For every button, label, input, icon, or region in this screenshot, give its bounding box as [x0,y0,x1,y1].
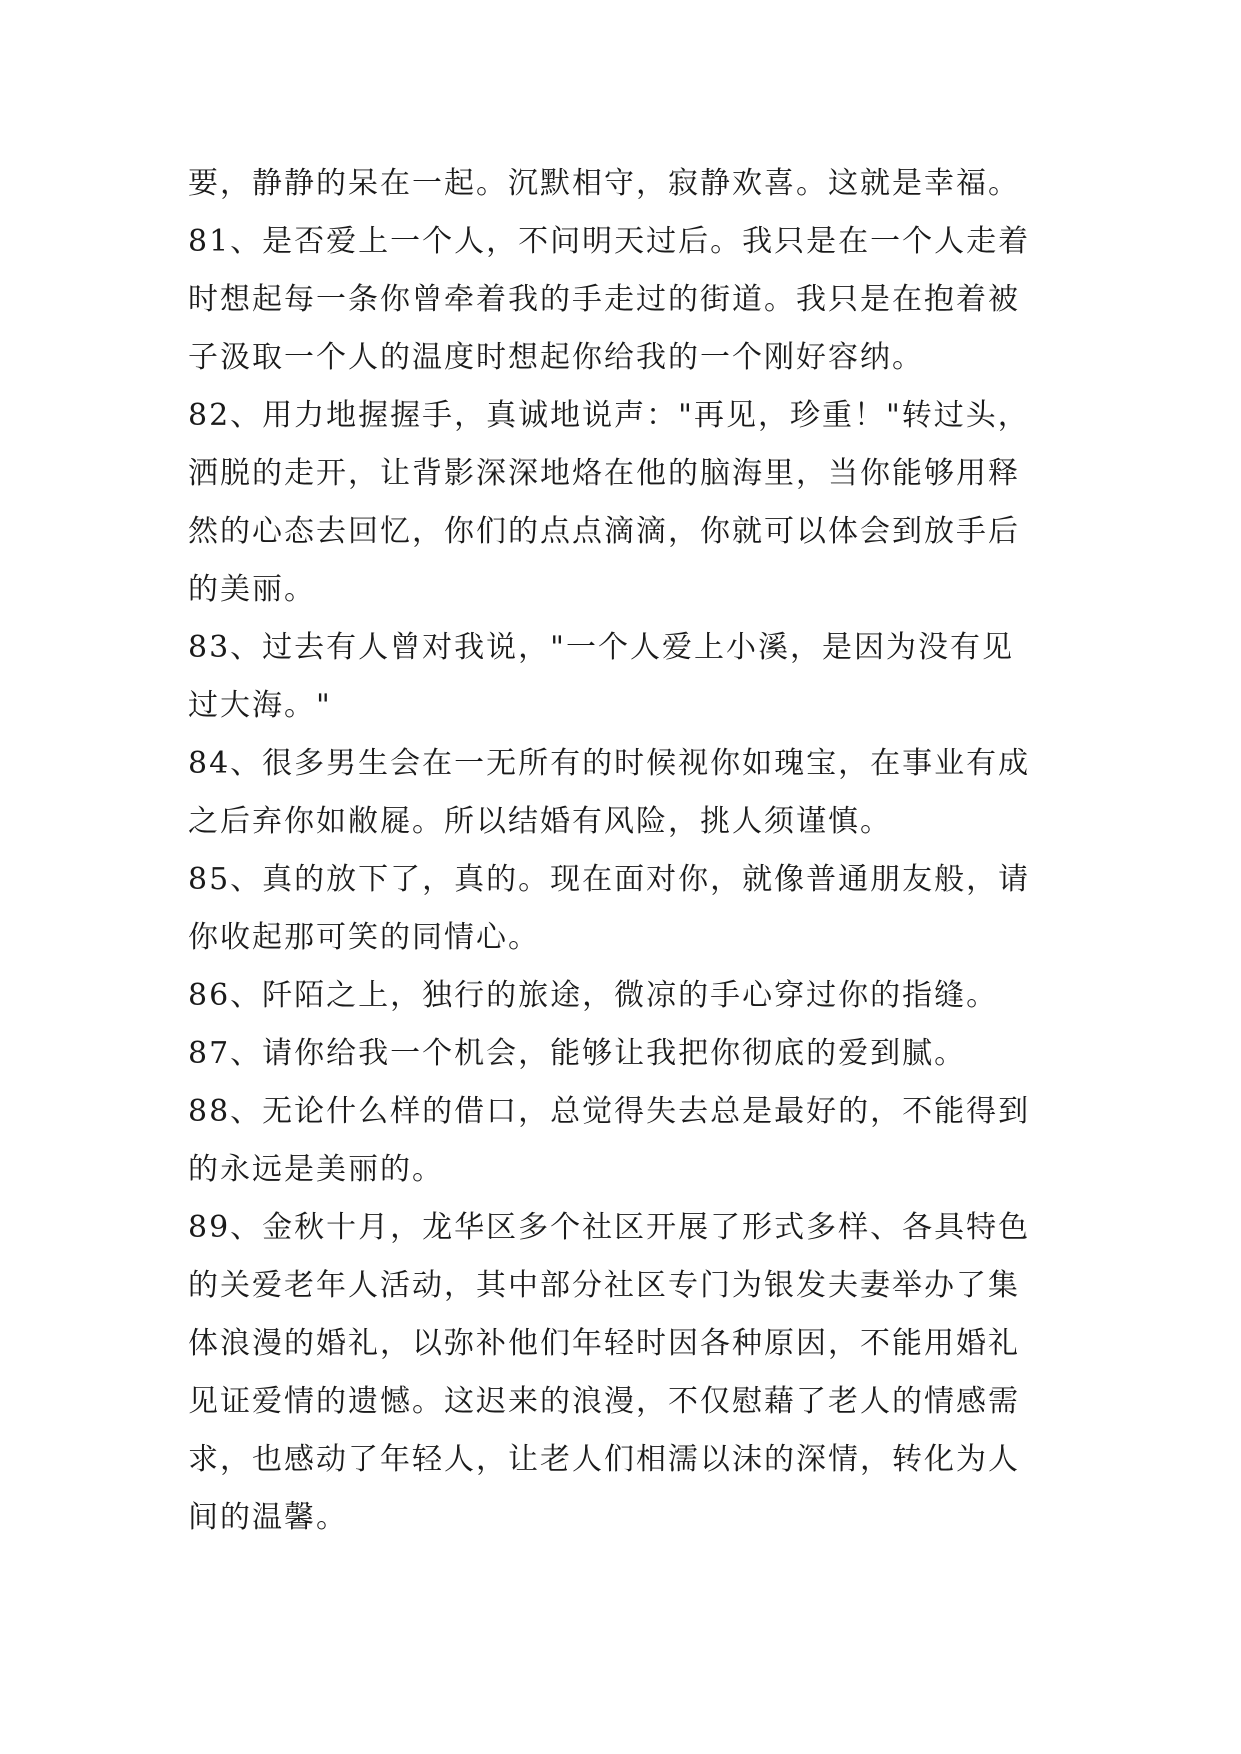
text-line: 81、是否爱上一个人，不问明天过后。我只是在一个人走着 [188,224,1031,259]
text-line: 体浪漫的婚礼，以弥补他们年轻时因各种原因，不能用婚礼 [188,1326,1020,1361]
text-line: 88、无论什么样的借口，总觉得失去总是最好的，不能得到 [188,1094,1031,1129]
document-body [188,155,1058,1547]
text-line: 过大海。" [188,688,332,723]
text-line: 子汲取一个人的温度时想起你给我的一个刚好容纳。 [188,340,924,375]
text-line: 然的心态去回忆，你们的点点滴滴，你就可以体会到放手后 [188,514,1020,549]
text-line: 要，静静的呆在一起。沉默相守，寂静欢喜。这就是幸福。 [188,166,1020,201]
text-line: 86、阡陌之上，独行的旅途，微凉的手心穿过你的指缝。 [188,978,999,1013]
text-line: 求，也感动了年轻人，让老人们相濡以沫的深情，转化为人 [188,1442,1020,1477]
text-line: 的美丽。 [188,572,316,607]
text-line: 间的温馨。 [188,1500,348,1535]
text-line: 的关爱老年人活动，其中部分社区专门为银发夫妻举办了集 [188,1268,1020,1303]
text-line: 89、金秋十月，龙华区多个社区开展了形式多样、各具特色 [188,1210,1031,1245]
text-line: 你收起那可笑的同情心。 [188,920,540,955]
text-line: 洒脱的走开，让背影深深地烙在他的脑海里，当你能够用释 [188,456,1020,491]
text-line: 时想起每一条你曾牵着我的手走过的街道。我只是在抱着被 [188,282,1020,317]
text-line: 83、过去有人曾对我说，"一个人爱上小溪，是因为没有见 [188,630,1014,665]
text-line: 之后弃你如敝屣。所以结婚有风险，挑人须谨慎。 [188,804,892,839]
text-line: 87、请你给我一个机会，能够让我把你彻底的爱到腻。 [188,1036,967,1071]
text-line: 见证爱情的遗憾。这迟来的浪漫，不仅慰藉了老人的情感需 [188,1384,1020,1419]
text-line: 82、用力地握握手，真诚地说声："再见，珍重！"转过头， [188,398,1030,433]
text-line: 85、真的放下了，真的。现在面对你，就像普通朋友般，请 [188,862,1031,897]
text-line: 84、很多男生会在一无所有的时候视你如瑰宝，在事业有成 [188,746,1031,781]
text-line: 的永远是美丽的。 [188,1152,444,1187]
